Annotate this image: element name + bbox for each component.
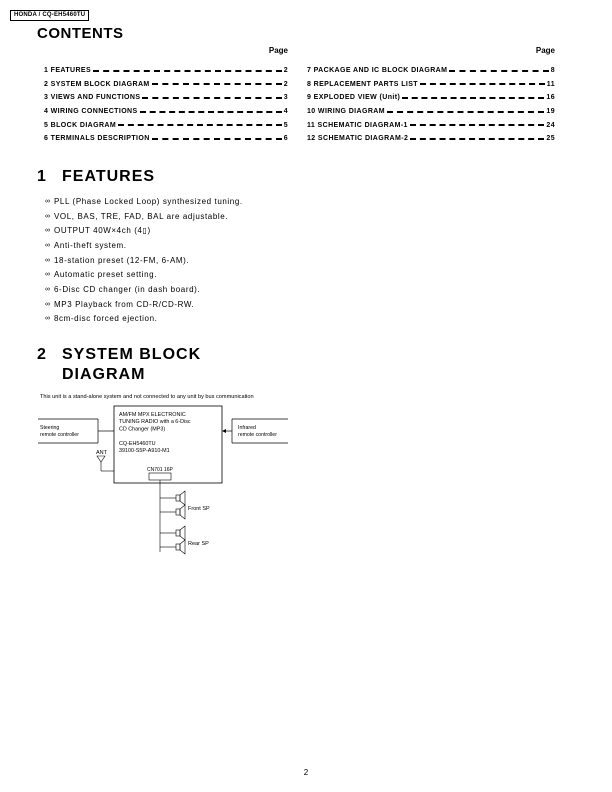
infrared-remote-text bbox=[238, 425, 277, 438]
toc-leader-line bbox=[387, 111, 544, 113]
toc-entry[interactable] bbox=[44, 132, 288, 146]
bullet-icon: ∞ bbox=[45, 256, 51, 264]
main-unit-text-line: AM/FM MPX ELECTRONIC bbox=[119, 412, 186, 418]
diagram-note: This unit is a stand-alone system and not connected to any unit by bus communication bbox=[40, 394, 254, 400]
toc-page-header: Page bbox=[268, 46, 288, 55]
toc-entry-label: 6 TERMINALS DESCRIPTION bbox=[44, 135, 150, 143]
toc-entry-page: 5 bbox=[283, 121, 288, 129]
steering-remote-text-line: Steering bbox=[40, 425, 60, 431]
toc-entry-page: 2 bbox=[283, 80, 288, 88]
toc-entry[interactable] bbox=[44, 105, 288, 119]
page-number: 2 bbox=[303, 768, 309, 777]
contents-title: CONTENTS bbox=[37, 25, 124, 42]
bullet-icon: ∞ bbox=[45, 271, 51, 279]
feature-item bbox=[45, 223, 243, 238]
toc-entry-label: 8 REPLACEMENT PARTS LIST bbox=[307, 80, 418, 88]
feature-item bbox=[45, 209, 243, 224]
rear-sp-label: Rear SP bbox=[188, 541, 209, 547]
toc-entry-label: 3 VIEWS AND FUNCTIONS bbox=[44, 94, 141, 102]
toc-entry[interactable] bbox=[307, 105, 555, 119]
toc-leader-line bbox=[420, 83, 545, 85]
toc-entry-page: 16 bbox=[546, 94, 555, 102]
toc-entry-page: 8 bbox=[550, 67, 555, 75]
toc-entry-page: 11 bbox=[546, 80, 555, 88]
toc-left-column bbox=[44, 46, 288, 146]
model-tag: HONDA / CQ-EH5460TU bbox=[10, 10, 89, 21]
infrared-remote-text-line: Infrared bbox=[238, 425, 256, 431]
toc-leader-line bbox=[410, 124, 545, 126]
toc-leader-line bbox=[93, 70, 282, 72]
toc-entry-page: 19 bbox=[546, 108, 555, 116]
feature-item bbox=[45, 282, 243, 297]
feature-text: 8cm-disc forced ejection. bbox=[54, 314, 158, 324]
toc-entry[interactable] bbox=[307, 78, 555, 92]
toc-leader-line bbox=[410, 138, 544, 140]
toc-entry[interactable] bbox=[307, 132, 555, 146]
toc-entry[interactable] bbox=[307, 118, 555, 132]
toc-entry-label: 11 SCHEMATIC DIAGRAM-1 bbox=[307, 121, 408, 129]
toc-leader-line bbox=[402, 97, 544, 99]
feature-text: OUTPUT 40W×4ch (4▯) bbox=[54, 226, 151, 236]
toc-entry-label: 1 FEATURES bbox=[44, 67, 92, 75]
main-unit-text-line: CQ-EH5460TU bbox=[119, 440, 156, 447]
speaker-icon bbox=[176, 495, 180, 501]
ant-label: ANT bbox=[96, 450, 107, 456]
toc-entry-label: 4 WIRING CONNECTIONS bbox=[44, 108, 138, 116]
system-block-diagram bbox=[38, 390, 298, 565]
toc-page-header: Page bbox=[535, 46, 555, 55]
main-unit-text-line: TUNING RADIO with a 6-Disc bbox=[119, 419, 191, 426]
feature-text: PLL (Phase Locked Loop) synthesized tuning. bbox=[54, 196, 243, 206]
toc-right-column bbox=[307, 46, 555, 146]
toc-entry-label: 7 PACKAGE AND IC BLOCK DIAGRAM bbox=[307, 67, 448, 75]
feature-text: 18-station preset (12-FM, 6-AM). bbox=[54, 255, 190, 265]
speaker-cone-icon bbox=[180, 505, 185, 519]
section-2-title-line2: DIAGRAM bbox=[62, 366, 146, 383]
bullet-icon: ∞ bbox=[45, 197, 51, 205]
toc-entry-page: 2 bbox=[283, 67, 288, 75]
infrared-remote-text-line: remote controller bbox=[238, 432, 277, 438]
toc-entry-label: 2 SYSTEM BLOCK DIAGRAM bbox=[44, 80, 150, 88]
bullet-icon: ∞ bbox=[45, 300, 51, 308]
feature-text: 6-Disc CD changer (in dash board). bbox=[54, 284, 201, 294]
toc-entry-label: 5 BLOCK DIAGRAM bbox=[44, 121, 117, 129]
antenna-icon bbox=[97, 456, 105, 462]
section-1-title: FEATURES bbox=[62, 168, 156, 185]
section-2-heading bbox=[37, 345, 201, 385]
toc-right-rows bbox=[307, 64, 555, 146]
toc-entry-label: 10 WIRING DIAGRAM bbox=[307, 108, 385, 116]
feature-text: Anti-theft system. bbox=[54, 240, 127, 250]
feature-item bbox=[45, 253, 243, 268]
toc-entry[interactable] bbox=[44, 78, 288, 92]
toc-entry-label: 9 EXPLODED VIEW (Unit) bbox=[307, 94, 401, 102]
feature-text: MP3 Playback from CD-R/CD-RW. bbox=[54, 299, 195, 309]
feature-item bbox=[45, 297, 243, 312]
connector-box bbox=[149, 473, 171, 480]
toc-leader-line bbox=[152, 83, 282, 85]
bullet-icon: ∞ bbox=[45, 212, 51, 220]
toc-entry-page: 24 bbox=[546, 121, 555, 129]
bullet-icon: ∞ bbox=[45, 315, 51, 323]
speaker-cone-icon bbox=[180, 491, 185, 505]
toc-left-rows bbox=[44, 64, 288, 146]
main-unit-text-line: CD Changer (MP3) bbox=[119, 426, 166, 433]
toc-entry-page: 6 bbox=[283, 135, 288, 143]
feature-text: Automatic preset setting. bbox=[54, 270, 158, 280]
toc-leader-line bbox=[152, 138, 282, 140]
steering-remote-text-line: remote controller bbox=[40, 432, 79, 438]
infrared-arrow-icon bbox=[222, 429, 226, 433]
feature-text: VOL, BAS, TRE, FAD, BAL are adjustable. bbox=[54, 211, 229, 221]
features-list bbox=[45, 194, 243, 326]
front-sp-label: Front SP bbox=[188, 506, 210, 512]
section-1-number: 1 bbox=[37, 168, 47, 185]
bullet-icon: ∞ bbox=[45, 227, 51, 235]
toc-entry-page: 3 bbox=[283, 94, 288, 102]
toc-leader-line bbox=[449, 70, 548, 72]
speaker-cone-icon bbox=[180, 540, 185, 554]
toc-entry-page: 25 bbox=[546, 135, 555, 143]
speakers bbox=[160, 491, 185, 554]
toc-leader-line bbox=[140, 111, 282, 113]
speaker-icon bbox=[176, 509, 180, 515]
toc-entry-page: 4 bbox=[283, 108, 288, 116]
section-2-number: 2 bbox=[37, 346, 47, 363]
toc-entry[interactable] bbox=[44, 64, 288, 78]
speaker-cone-icon bbox=[180, 526, 185, 540]
steering-remote-text bbox=[40, 425, 79, 438]
feature-item bbox=[45, 238, 243, 253]
main-unit-text-line: 39100-S5P-A910-M1 bbox=[119, 448, 170, 454]
feature-item bbox=[45, 267, 243, 282]
toc-entry[interactable] bbox=[307, 91, 555, 105]
bullet-icon: ∞ bbox=[45, 241, 51, 249]
speaker-icon bbox=[176, 530, 180, 536]
bullet-icon: ∞ bbox=[45, 285, 51, 293]
feature-item bbox=[45, 312, 243, 327]
toc-entry[interactable] bbox=[44, 118, 288, 132]
section-1-heading bbox=[37, 168, 155, 186]
main-unit-text bbox=[119, 412, 191, 454]
speaker-icon bbox=[176, 544, 180, 550]
toc-entry-label: 12 SCHEMATIC DIAGRAM-2 bbox=[307, 135, 409, 143]
toc-entry[interactable] bbox=[44, 91, 288, 105]
connector-label: CN701 16P bbox=[147, 467, 173, 473]
toc-leader-line bbox=[118, 124, 282, 126]
section-2-title-line1: SYSTEM BLOCK bbox=[62, 346, 202, 363]
feature-item bbox=[45, 194, 243, 209]
toc-leader-line bbox=[142, 97, 281, 99]
toc-entry[interactable] bbox=[307, 64, 555, 78]
